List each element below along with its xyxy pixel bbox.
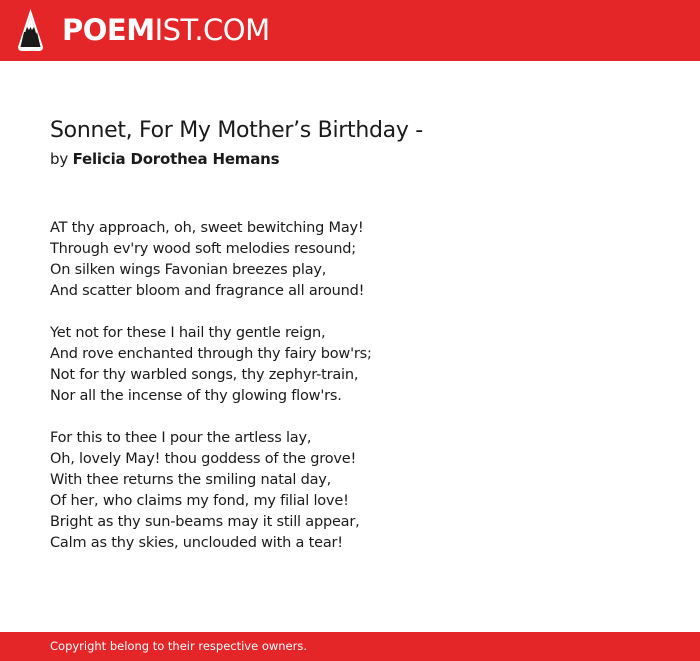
poem-line: Bright as thy sun-beams may it still appear,	[50, 514, 360, 530]
poem-line: Of her, who claims my fond, my filial love!	[50, 493, 349, 509]
poem-line: Not for thy warbled songs, thy zephyr-train,	[50, 367, 359, 383]
by-label: by	[50, 150, 68, 168]
stanza	[50, 428, 372, 554]
copyright-notice: Copyright belong to their respective owners.	[50, 639, 308, 653]
poem-line: Calm as thy skies, unclouded with a tear!	[50, 535, 343, 551]
poem-body	[50, 218, 372, 575]
stanza	[50, 323, 372, 407]
poem-line: Oh, lovely May! thou goddess of the grove!	[50, 451, 357, 467]
poem-line: Nor all the incense of thy glowing flow'rs.	[50, 388, 342, 404]
poem-line: Yet not for these I hail thy gentle reign,	[50, 325, 326, 341]
poem-line: And rove enchanted through thy fairy bow'rs;	[50, 346, 372, 362]
poem-byline	[50, 148, 279, 170]
site-footer	[0, 632, 700, 661]
logo-brand-bold: POEM	[62, 13, 155, 47]
site-header	[0, 0, 700, 61]
poem-title: Sonnet, For My Mother’s Birthday -	[50, 118, 423, 143]
poem-line: For this to thee I pour the artless lay,	[50, 430, 312, 446]
poem-author: Felicia Dorothea Hemans	[72, 150, 280, 168]
logo-brand-light: IST.COM	[154, 13, 270, 47]
poem-line: AT thy approach, oh, sweet bewitching May!	[50, 220, 364, 236]
site-logo[interactable]	[62, 12, 270, 48]
poem-line: And scatter bloom and fragrance all around!	[50, 283, 365, 299]
poem-line: Through ev'ry wood soft melodies resound;	[50, 241, 356, 257]
poem-line: On silken wings Favonian breezes play,	[50, 262, 327, 278]
poem-line: With thee returns the smiling natal day,	[50, 472, 332, 488]
stanza	[50, 218, 372, 302]
pencil-icon[interactable]	[17, 8, 44, 52]
